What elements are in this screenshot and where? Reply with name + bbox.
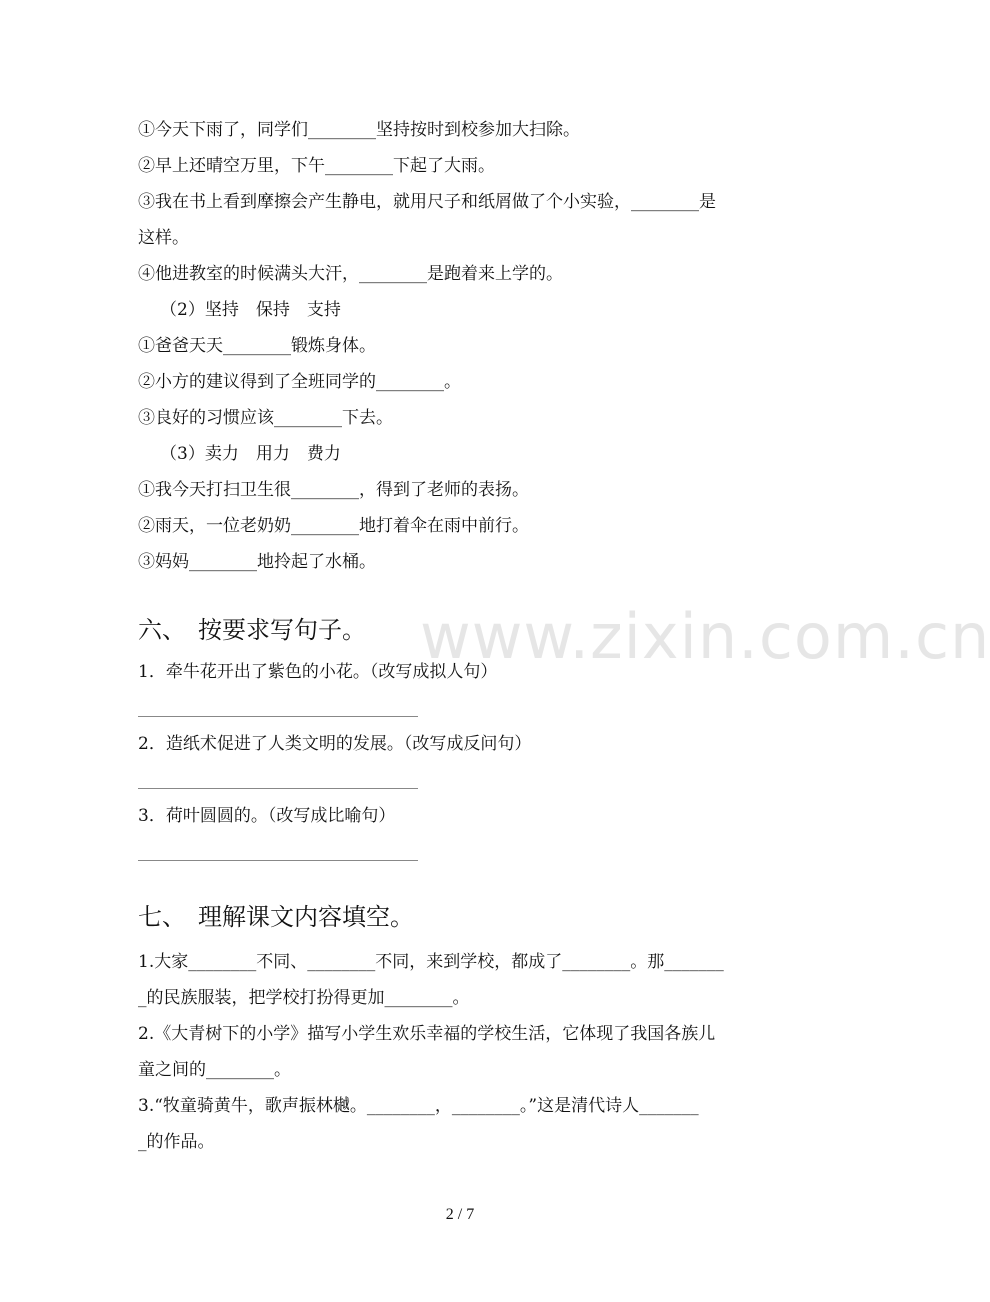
section7-line-3: 2.《大青树下的小学》描写小学生欢乐幸福的学校生活，它体现了我国各族儿	[138, 1024, 716, 1044]
page-number: 2 / 7	[445, 1206, 475, 1223]
q1-item-3-cont: 这样。	[138, 228, 189, 248]
q2-item-3: ③良好的习惯应该________下去。	[138, 408, 393, 428]
q2-item-1: ①爸爸天天________锻炼身体。	[138, 336, 376, 356]
group2-header: （2）坚持 保持 支持	[160, 300, 341, 320]
section7-line-4: 童之间的________。	[138, 1060, 291, 1080]
section7-line-1: 1.大家________不同、________不同，来到学校，都成了________。那_______	[138, 952, 724, 972]
q1-item-2: ②早上还晴空万里，下午________下起了大雨。	[138, 156, 495, 176]
q2-item-2: ②小方的建议得到了全班同学的________。	[138, 372, 461, 392]
answer-line-2[interactable]	[138, 788, 418, 789]
section7-line-5: 3.“牧童骑黄牛，歌声振林樾。________，________。”这是清代诗人_______	[138, 1096, 699, 1116]
section7-title: 七、 理解课文内容填空。	[138, 903, 414, 931]
q1-item-1: ①今天下雨了，同学们________坚持按时到校参加大扫除。	[138, 120, 580, 140]
q1-item-4: ④他进教室的时候满头大汗，________是跑着来上学的。	[138, 264, 563, 284]
watermark: www.zixin.com.cn	[420, 600, 990, 673]
answer-line-1[interactable]	[138, 716, 418, 717]
section7-line-6: _的作品。	[138, 1132, 215, 1152]
section6-question-3: 3．荷叶圆圆的。（改写成比喻句）	[138, 806, 396, 826]
q1-item-3: ③我在书上看到摩擦会产生静电，就用尺子和纸屑做了个小实验，________是	[138, 192, 716, 212]
group3-header: （3）卖力 用力 费力	[160, 444, 341, 464]
q3-item-1: ①我今天打扫卫生很________，得到了老师的表扬。	[138, 480, 529, 500]
section7-line-2: _的民族服装，把学校打扮得更加________。	[138, 988, 470, 1008]
section6-title: 六、 按要求写句子。	[138, 616, 366, 644]
q3-item-3: ③妈妈________地拎起了水桶。	[138, 552, 376, 572]
section6-question-1: 1．牵牛花开出了紫色的小花。（改写成拟人句）	[138, 662, 498, 682]
q3-item-2: ②雨天，一位老奶奶________地打着伞在雨中前行。	[138, 516, 529, 536]
answer-line-3[interactable]	[138, 860, 418, 861]
section6-question-2: 2．造纸术促进了人类文明的发展。（改写成反问句）	[138, 734, 532, 754]
